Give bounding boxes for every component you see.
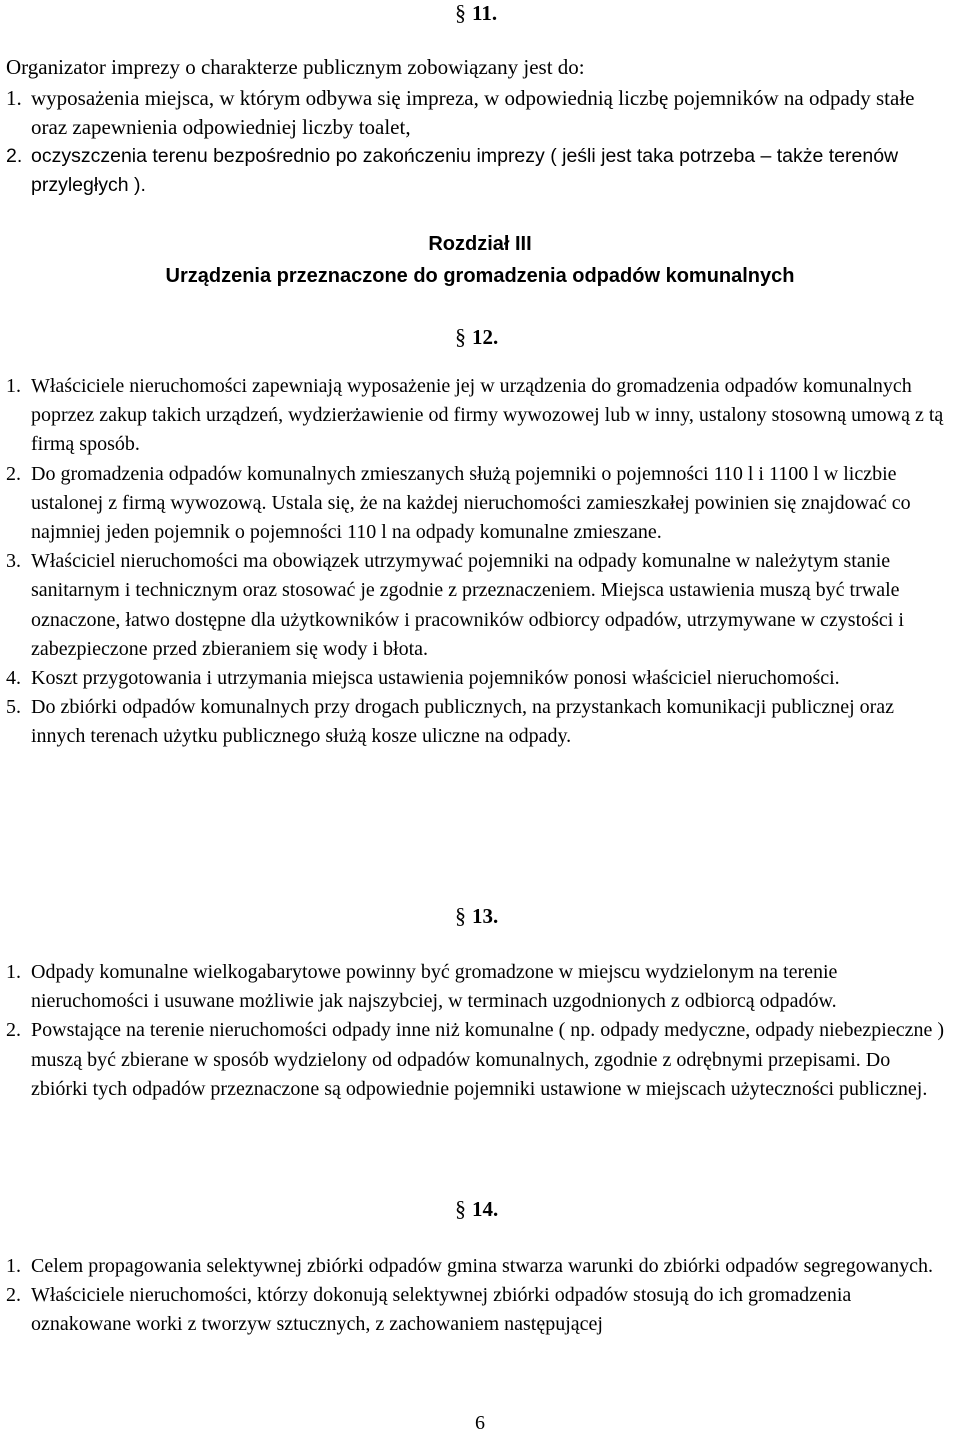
list-item-text: Odpady komunalne wielkogabarytowe powinny być gromadzone w miejscu wydzielonym na terenie nieruchomości i usuwane możliwie jak najszybciej, w terminach uzgodnionych z odbiorcą odpadów. — [31, 961, 838, 1013]
section-sign: § — [455, 903, 466, 928]
list-item-text: Koszt przygotowania i utrzymania miejsca ustawienia pojemników ponosi właściciel nieruchomości. — [31, 667, 840, 690]
chapter-heading — [0, 228, 960, 292]
section-number: 14. — [472, 1197, 499, 1221]
list-item — [6, 1281, 951, 1339]
section-11-heading — [455, 0, 497, 26]
list-item — [6, 84, 951, 142]
list-item-number: 4. — [6, 667, 21, 690]
chapter-label: Rozdział III — [428, 233, 532, 255]
list-item-number: 1. — [6, 375, 21, 397]
list-item-number: 2. — [6, 145, 23, 167]
list-item-text: oczyszczenia terenu bezpośrednio po zakończeniu imprezy ( jeśli jest taka potrzeba – także terenów przyległych ). — [31, 145, 899, 196]
list-item — [6, 372, 951, 460]
list-item — [6, 460, 951, 548]
page-number: 6 — [475, 1412, 485, 1434]
list-item-number: 1. — [6, 1255, 21, 1277]
list-item-text: Właściciele nieruchomości, którzy dokonują selektywnej zbiórki odpadów stosują do ich gromadzenia oznakowane worki z tworzyw sztucznych, z zachowaniem następującej — [31, 1284, 852, 1336]
list-item — [6, 693, 951, 751]
list-item-text: Powstające na terenie nieruchomości odpady inne niż komunalne ( np. odpady medyczne, odpady niebezpieczne ) muszą być zbierane w sposób wydzielony od odpadów komunalnych, zgodnie z odrębnymi przepisami. Do zbiórki tych odpadów przeznaczone są odpowiednie pojemniki ustawione w miejscach użyteczności publicznej. — [31, 1019, 944, 1100]
section-14-heading — [455, 1196, 498, 1222]
section-sign: § — [455, 1196, 466, 1221]
list-item — [6, 664, 951, 693]
chapter-title: Urządzenia przeznaczone do gromadzenia odpadów komunalnych — [165, 265, 795, 287]
list-item — [6, 142, 951, 200]
section-12-list — [6, 372, 951, 752]
list-item-number: 2. — [6, 1019, 21, 1042]
section-sign: § — [455, 0, 466, 25]
list-item-number: 1. — [6, 961, 21, 983]
section-14-list — [6, 1252, 951, 1340]
list-item-number: 5. — [6, 696, 21, 719]
section-number: 12. — [472, 325, 499, 349]
list-item-text: Właściciel nieruchomości ma obowiązek utrzymywać pojemniki na odpady komunalne w należytym stanie sanitarnym i technicznym oraz stosować je zgodnie z przeznaczeniem. Miejsca ustawienia muszą być trwale oznaczone, łatwo dostępne dla użytkowników i pracowników odbiorcy odpadów, utrzymywane w czystości i zabezpieczone przed zbieraniem się wody i błota. — [31, 550, 904, 660]
list-item-text: wyposażenia miejsca, w którym odbywa się impreza, w odpowiednią liczbę pojemników na odpady stałe oraz zapewnienia odpowiedniej liczby toalet, — [31, 86, 915, 139]
list-item-number: 1. — [6, 86, 22, 110]
list-item-text: Celem propagowania selektywnej zbiórki odpadów gmina stwarza warunki do zbiórki odpadów segregowanych. — [31, 1255, 933, 1277]
list-item — [6, 547, 951, 664]
section-13-list — [6, 958, 951, 1104]
section-sign: § — [455, 324, 466, 349]
list-item-number: 3. — [6, 550, 21, 573]
section-number: 11. — [472, 1, 498, 25]
list-item-text: Do zbiórki odpadów komunalnych przy drogach publicznych, na przystankach komunikacji publicznej oraz innych terenach użytku publicznego służą kosze uliczne na odpady. — [31, 696, 895, 748]
list-item — [6, 958, 951, 1016]
list-item-text: Do gromadzenia odpadów komunalnych zmieszanych służą pojemniki o pojemności 110 l i 1100 l w liczbie ustalonej z firmą wywozową. Ustala się, że na każdej nieruchomości zamieszkałej powinien się znajdować co najmniej jeden pojemnik o pojemności 110 l na odpady komunalne zmieszane. — [31, 462, 911, 544]
section-13-heading — [455, 903, 498, 929]
section-11-intro: Organizator imprezy o charakterze publicznym zobowiązany jest do: — [6, 55, 585, 79]
list-item-number: 2. — [6, 462, 21, 485]
section-11-list — [6, 84, 951, 200]
list-item-number: 2. — [6, 1284, 21, 1307]
list-item — [6, 1016, 951, 1104]
section-number: 13. — [472, 904, 499, 928]
list-item — [6, 1252, 951, 1281]
section-12-heading — [455, 324, 498, 350]
list-item-text: Właściciele nieruchomości zapewniają wyposażenie jej w urządzenia do gromadzenia odpadów komunalnych poprzez zakup takich urządzeń, wydzierżawienie od firmy wywozowej lub w inny, ustalony stosowną umową z tą firmą sposób. — [31, 375, 944, 456]
